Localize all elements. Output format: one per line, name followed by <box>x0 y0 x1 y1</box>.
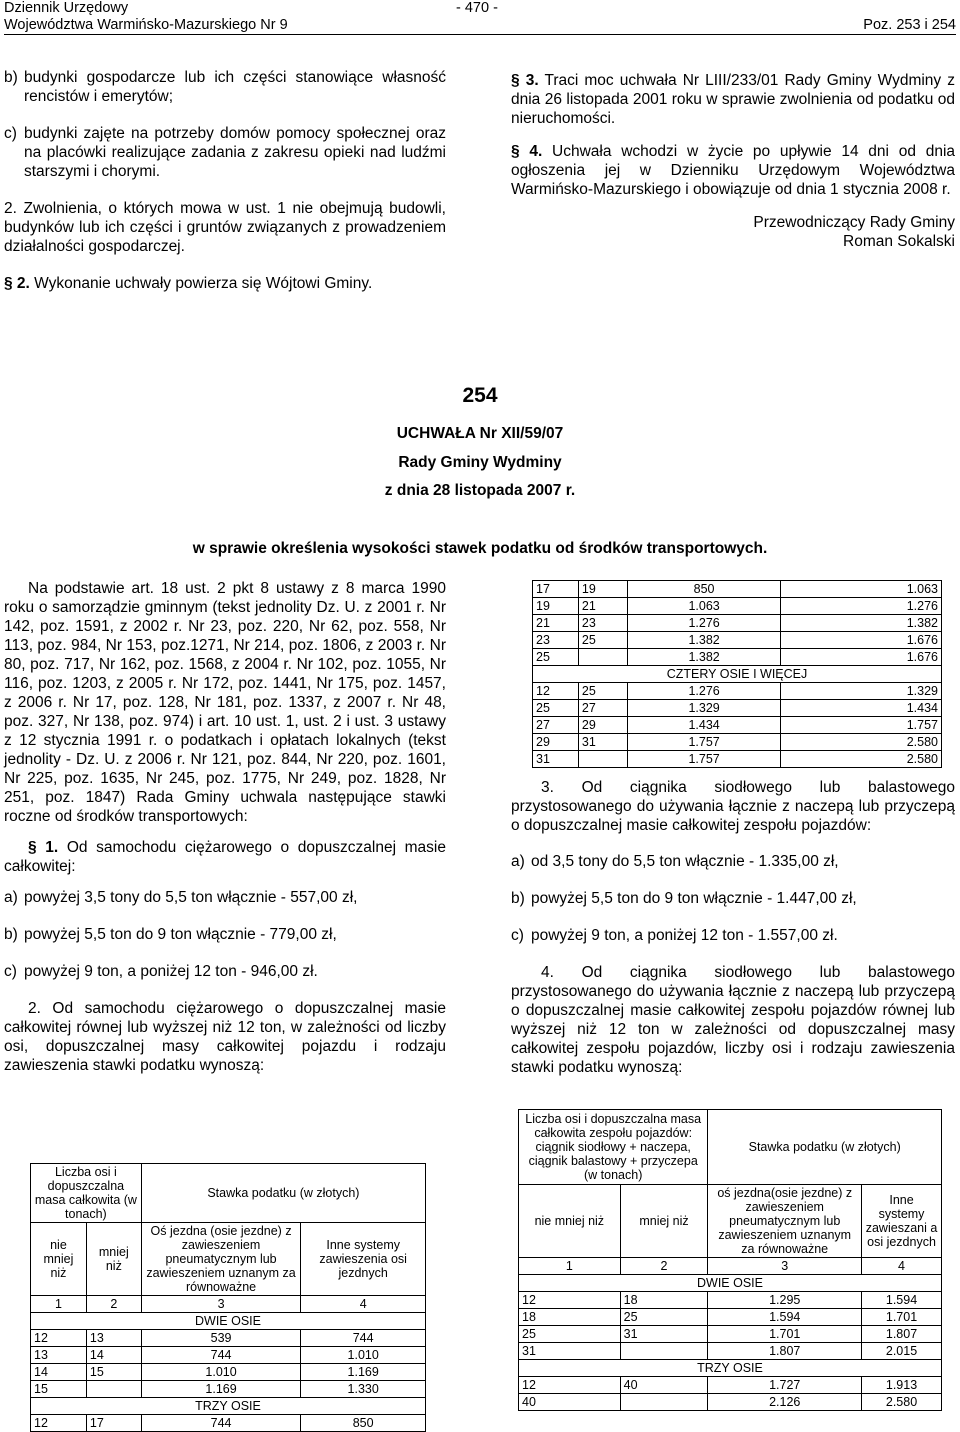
table-cell <box>578 751 627 768</box>
resolution-date: z dnia 28 listopada 2007 r. <box>384 482 576 499</box>
section-row <box>533 666 942 683</box>
table-cell: 15 <box>31 1381 87 1398</box>
table-cell: 1.727 <box>708 1377 862 1394</box>
table-cell: 1.594 <box>862 1292 942 1309</box>
table-body <box>519 1377 942 1411</box>
section-label: CZTERY OSIE I WIĘCEJ <box>533 666 942 683</box>
preamble: Na podstawie art. 18 ust. 2 pkt 8 ustawy z 8 marca 1990 roku o samorządzie gminnym (tekst jednolity Dz. U. z 2001 r. Nr 142, poz. 1591, z 2002 r. Nr 23, poz. 220, Nr 62, poz. 558, Nr 113, poz. 984, Nr 153, poz.1271, Nr 214, poz. 1806, z 2003 r. Nr 80, poz. 717, Nr 162, poz. 1568, z 2004 r. Nr 102, poz. 1055, Nr 116, poz. 1203, z 2005 r. Nr 172, poz. 1441, Nr 175, poz. 1457, z 2006 r. Nr 17, poz. 128, Nr 181, poz. 1337, z 2007 r. Nr 48, poz. 327, Nr 138, poz. 974) i art. 10 ust. 1, ust. 2 i ust. 3 ustawy z 12 stycznia 1991 r. o podatkach i opłatach lokalnych (tekst jednolity - Dz. U. z 2006 r. Nr 121, poz. 844, Nr 220, poz. 1601, Nr 225, poz. 1635, Nr 245, poz. 1775, Nr 249, poz. 1828, Nr 251, poz. 1847) Rada Gminy uchwala następujące stawki roczne od środków transportowych: <box>4 580 446 825</box>
paragraph <box>4 838 446 876</box>
section-number: § 4. <box>511 143 543 160</box>
column-number: 1 <box>519 1258 621 1275</box>
right-column <box>511 778 955 1077</box>
table-cell: 40 <box>620 1377 708 1394</box>
table-row <box>31 1381 426 1398</box>
table-cell: 21 <box>533 615 579 632</box>
table-cell: 12 <box>519 1377 621 1394</box>
item-text: powyżej 5,5 ton do 9 ton włącznie - 779,00 zł, <box>24 926 337 943</box>
table-row <box>533 734 942 751</box>
item-label: b) <box>4 926 18 943</box>
top-right-column <box>511 71 955 251</box>
table-row <box>519 1309 942 1326</box>
header-min: nie mniej niż <box>31 1223 87 1296</box>
table-cell: 1.701 <box>862 1309 942 1326</box>
table-header-row <box>31 1223 426 1296</box>
section-text: Traci moc uchwała Nr LIII/233/01 Rady Gminy Wydminy z dnia 26 listopada 2001 roku w sprawie zwolnienia od podatku od nieruchomości. <box>511 72 955 127</box>
section-text: Od samochodu ciężarowego o dopuszczalnej masie całkowitej: <box>4 839 446 875</box>
list-item <box>4 888 446 907</box>
header-other: Inne systemy zawieszenia osi jezdnych <box>301 1223 426 1296</box>
header-max: mniej niż <box>620 1185 708 1258</box>
table-cell: 850 <box>627 581 781 598</box>
table-cell: 17 <box>86 1415 141 1432</box>
left-column <box>4 579 446 1075</box>
table-row <box>519 1377 942 1394</box>
rate-table-continuation <box>532 580 942 768</box>
header-rate: Stawka podatku (w złotych) <box>708 1110 942 1185</box>
table-cell: 1.594 <box>708 1309 862 1326</box>
table-cell: 29 <box>578 717 627 734</box>
table-cell: 2.580 <box>781 734 942 751</box>
column-number: 3 <box>708 1258 862 1275</box>
table-cell: 1.295 <box>708 1292 862 1309</box>
table-cell: 25 <box>533 649 579 666</box>
table-cell: 31 <box>620 1326 708 1343</box>
paragraph: 2. Od samochodu ciężarowego o dopuszczalnej masie całkowitej równej lub wyższej niż 12 ton, w zależności od liczby osi, dopuszczalnej masy całkowitej pojazdu i rodzaju zawieszenia stawki podatku wynoszą: <box>4 1000 446 1074</box>
table-cell: 1.757 <box>627 734 781 751</box>
table-row <box>31 1364 426 1381</box>
list-item <box>511 852 955 871</box>
table-cell: 18 <box>519 1309 621 1326</box>
header-axles: Liczba osi i dopuszczalna masa całkowita (w tonach) <box>31 1164 142 1223</box>
table-row <box>533 598 942 615</box>
item-label: c) <box>4 125 17 142</box>
table-row <box>519 1326 942 1343</box>
header-min: nie mniej niż <box>519 1185 621 1258</box>
list-item <box>511 926 955 945</box>
column-number: 2 <box>620 1258 708 1275</box>
item-text: powyżej 9 ton, a poniżej 12 ton - 1.557,00 zł. <box>531 927 838 944</box>
paragraph: 2. Zwolnienia, o których mowa w ust. 1 nie obejmują budowli, budynków lub ich części i gruntów związanych z prowadzeniem działalności gospodarczej. <box>4 200 446 255</box>
item-text: powyżej 3,5 tony do 5,5 ton włącznie - 557,00 zł, <box>24 889 358 906</box>
table-cell: 1.676 <box>781 632 942 649</box>
table-cell: 1.757 <box>781 717 942 734</box>
list-item <box>4 68 446 106</box>
header-pneumatic: oś jezdna(osie jezdne) z zawieszeniem pneumatycznym lub zawieszeniem uznanym za równoważne <box>708 1185 862 1258</box>
table-cell: 1.382 <box>627 649 781 666</box>
table-cell: 744 <box>141 1347 301 1364</box>
table-cell: 1.010 <box>301 1347 426 1364</box>
table-cell: 40 <box>519 1394 621 1411</box>
list-item <box>511 889 955 908</box>
column-number: 4 <box>862 1258 942 1275</box>
table-cell: 18 <box>620 1292 708 1309</box>
table-cell: 1.276 <box>627 683 781 700</box>
table-header-row <box>31 1164 426 1223</box>
column-number: 1 <box>31 1296 87 1313</box>
table-cell: 25 <box>578 632 627 649</box>
table-cell: 539 <box>141 1330 301 1347</box>
section-label: TRZY OSIE <box>31 1398 426 1415</box>
table-body <box>31 1415 426 1432</box>
table-cell: 850 <box>301 1415 426 1432</box>
table-cell <box>86 1381 141 1398</box>
table-cell: 23 <box>578 615 627 632</box>
table-cell <box>620 1394 708 1411</box>
table-cell: 12 <box>533 683 579 700</box>
table-cell: 1.434 <box>627 717 781 734</box>
table-cell: 23 <box>533 632 579 649</box>
table-row <box>31 1415 426 1432</box>
paragraph: 3. Od ciągnika siodłowego lub balastowego przystosowanego do używania łącznie z naczepą lub przyczepą o dopuszczalnej masie całkowitej zespołu pojazdów: <box>511 779 955 834</box>
table-cell: 1.913 <box>862 1377 942 1394</box>
section-row <box>31 1313 426 1330</box>
column-number-row <box>519 1258 942 1275</box>
table-cell: 1.807 <box>862 1326 942 1343</box>
header-axles: Liczba osi i dopuszczalna masa całkowita zespołu pojazdów: ciągnik siodłowy + naczepa, ciągnik balastowy + przyczepa (w tonach) <box>519 1110 708 1185</box>
table-cell: 27 <box>533 717 579 734</box>
item-label: a) <box>511 853 525 870</box>
table-cell: 31 <box>533 751 579 768</box>
header-other: Inne systemy zawieszani a osi jezdnych <box>862 1185 942 1258</box>
table-cell <box>578 649 627 666</box>
resolution-body: Rady Gminy Wydminy <box>398 454 562 471</box>
table-cell: 1.329 <box>781 683 942 700</box>
table-row <box>31 1347 426 1364</box>
table-cell: 17 <box>533 581 579 598</box>
section-label: DWIE OSIE <box>519 1275 942 1292</box>
paragraph <box>511 142 955 199</box>
table-cell: 12 <box>31 1330 87 1347</box>
table-row <box>533 683 942 700</box>
paragraph <box>4 274 446 293</box>
table-cell: 744 <box>301 1330 426 1347</box>
item-label: b) <box>4 69 18 86</box>
table-row <box>519 1292 942 1309</box>
column-number: 3 <box>141 1296 301 1313</box>
section-row <box>519 1275 942 1292</box>
table-cell: 1.434 <box>781 700 942 717</box>
section-number: § 3. <box>511 72 539 89</box>
list-item <box>4 124 446 181</box>
item-label: c) <box>4 963 17 980</box>
table-cell: 1.010 <box>141 1364 301 1381</box>
table-body <box>533 683 942 768</box>
rate-table-trucks <box>30 1163 426 1432</box>
item-text: od 3,5 tony do 5,5 ton włącznie - 1.335,00 zł, <box>531 853 839 870</box>
item-text: powyżej 5,5 ton do 9 ton włącznie - 1.447,00 zł, <box>531 890 857 907</box>
table-header-row <box>519 1185 942 1258</box>
table-row <box>533 751 942 768</box>
table-row <box>519 1394 942 1411</box>
table-cell: 1.169 <box>141 1381 301 1398</box>
table-cell: 2.126 <box>708 1394 862 1411</box>
table-cell: 31 <box>578 734 627 751</box>
list-item <box>4 925 446 944</box>
table-cell <box>620 1343 708 1360</box>
item-label: a) <box>4 889 18 906</box>
table-cell: 1.676 <box>781 649 942 666</box>
item-label: b) <box>511 890 525 907</box>
table-cell: 744 <box>141 1415 301 1432</box>
table-cell: 1.063 <box>781 581 942 598</box>
table-cell: 25 <box>519 1326 621 1343</box>
voivodeship-name: Województwa Warmińsko-Mazurskiego Nr 9 <box>4 17 288 33</box>
item-text: budynki zajęte na potrzeby domów pomocy społecznej oraz na placówki realizujące zadania z zakresu opieki nad ludźmi starszymi i chorymi. <box>24 125 446 180</box>
table-cell: 29 <box>533 734 579 751</box>
table-cell: 27 <box>578 700 627 717</box>
table-cell: 1.063 <box>627 598 781 615</box>
item-text: budynki gospodarcze lub ich części stanowiące własność rencistów i emerytów; <box>24 69 446 105</box>
section-label: TRZY OSIE <box>519 1360 942 1377</box>
table-row <box>533 717 942 734</box>
resolution-subject: w sprawie określenia wysokości stawek podatku od środków transportowych. <box>192 540 768 557</box>
paragraph: 4. Od ciągnika siodłowego lub balastowego przystosowanego do używania łącznie z naczepą lub przyczepą o dopuszczalnej masie całkowitej zespołu pojazdów równej lub wyższej niż 12 ton w zależności od dopuszczalnej masy całkowitej zespołu pojazdów, liczby osi i rodzaju zawieszenia stawki podatku wynoszą: <box>511 964 955 1076</box>
page-header <box>4 0 956 34</box>
paragraph <box>511 71 955 128</box>
table-row <box>519 1343 942 1360</box>
signatory-name: Roman Sokalski <box>843 233 955 250</box>
section-row <box>31 1398 426 1415</box>
table-cell: 14 <box>31 1364 87 1381</box>
top-left-column <box>4 68 446 293</box>
table-cell: 19 <box>578 581 627 598</box>
table-cell: 1.382 <box>781 615 942 632</box>
header-pneumatic: Oś jezdna (osie jezdne) z zawieszeniem pneumatycznym lub zawieszeniem uznanym za równoważne <box>141 1223 301 1296</box>
table-cell: 2.580 <box>862 1394 942 1411</box>
table-cell: 1.276 <box>627 615 781 632</box>
header-left <box>4 0 288 34</box>
act-number: 254 <box>462 384 498 407</box>
table-cell: 12 <box>519 1292 621 1309</box>
table-cell: 1.382 <box>627 632 781 649</box>
section-row <box>519 1360 942 1377</box>
column-number: 4 <box>301 1296 426 1313</box>
table-cell: 1.330 <box>301 1381 426 1398</box>
table-row <box>533 632 942 649</box>
table-cell: 31 <box>519 1343 621 1360</box>
table-cell: 1.276 <box>781 598 942 615</box>
table-cell: 1.701 <box>708 1326 862 1343</box>
table-body <box>533 581 942 666</box>
header-rate: Stawka podatku (w złotych) <box>141 1164 425 1223</box>
section-number: § 1. <box>28 839 59 856</box>
table-cell: 12 <box>31 1415 87 1432</box>
column-number-row <box>31 1296 426 1313</box>
table-cell: 15 <box>86 1364 141 1381</box>
item-label: c) <box>511 927 524 944</box>
item-text: powyżej 9 ton, a poniżej 12 ton - 946,00 zł. <box>24 963 318 980</box>
table-cell: 1.329 <box>627 700 781 717</box>
section-text: Uchwała wchodzi w życie po upływie 14 dni od dnia ogłoszenia jej w Dzienniku Urzędowym Województwa Warmińsko-Mazurskiego i obowiązuje od dnia 1 stycznia 2008 r. <box>511 143 956 198</box>
table-row <box>533 700 942 717</box>
signature <box>511 213 955 251</box>
section-number: § 2. <box>4 275 30 292</box>
column-number: 2 <box>86 1296 141 1313</box>
table-cell: 14 <box>86 1347 141 1364</box>
journal-name: Dziennik Urzędowy <box>4 0 129 16</box>
table-cell: 1.169 <box>301 1364 426 1381</box>
table-cell: 25 <box>533 700 579 717</box>
resolution-title: UCHWAŁA Nr XII/59/07 <box>396 425 564 442</box>
table-cell: 2.015 <box>862 1343 942 1360</box>
section-text: Wykonanie uchwały powierza się Wójtowi Gminy. <box>29 275 373 292</box>
table-cell: 13 <box>31 1347 87 1364</box>
rate-table-tractors <box>518 1109 942 1411</box>
table-cell: 13 <box>86 1330 141 1347</box>
table-row <box>533 649 942 666</box>
position-numbers: Poz. 253 i 254 <box>863 17 956 33</box>
header-max: mniej niż <box>86 1223 141 1296</box>
table-cell: 2.580 <box>781 751 942 768</box>
signatory-title: Przewodniczący Rady Gminy <box>753 214 955 231</box>
table-cell: 1.757 <box>627 751 781 768</box>
table-cell: 25 <box>578 683 627 700</box>
header-rule <box>4 34 956 35</box>
table-row <box>533 615 942 632</box>
table-cell: 19 <box>533 598 579 615</box>
table-cell: 25 <box>620 1309 708 1326</box>
table-cell: 21 <box>578 598 627 615</box>
table-cell: 1.807 <box>708 1343 862 1360</box>
table-body <box>31 1330 426 1398</box>
table-header-row <box>519 1110 942 1185</box>
section-label: DWIE OSIE <box>31 1313 426 1330</box>
table-row <box>533 581 942 598</box>
list-item <box>4 962 446 981</box>
page-number: - 470 - <box>456 0 498 16</box>
table-row <box>31 1330 426 1347</box>
table-body <box>519 1292 942 1360</box>
